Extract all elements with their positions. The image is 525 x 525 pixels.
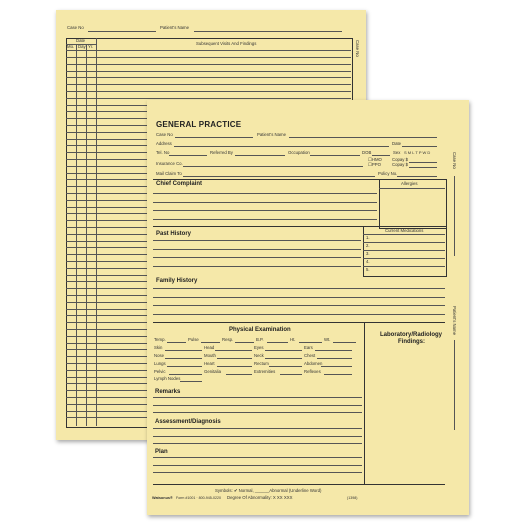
back-visit-row-line[interactable] xyxy=(66,91,351,92)
chief-complaint-line[interactable] xyxy=(153,193,377,194)
exam-field-label: Extremities xyxy=(254,369,276,374)
exam-field-label: Reflexes xyxy=(304,369,321,374)
plan-heading: Plan xyxy=(155,449,168,455)
exam-field-label: Wt. xyxy=(324,337,331,342)
side-patients-name: Patient's Name xyxy=(452,306,457,336)
exam-field-label: Ears xyxy=(304,345,313,350)
exam-field-line[interactable] xyxy=(217,358,252,359)
remarks-line[interactable] xyxy=(153,405,362,406)
exam-field-label: Pelvic xyxy=(154,369,166,374)
back-visit-row-line[interactable] xyxy=(66,64,351,65)
remarks-line[interactable] xyxy=(153,397,362,398)
exam-field-line[interactable] xyxy=(169,374,202,375)
exam-field-label: Neck xyxy=(254,353,264,358)
exam-field-label: Chest xyxy=(304,353,316,358)
family-history-line[interactable] xyxy=(153,305,445,306)
past-history-line[interactable] xyxy=(153,266,361,267)
exam-field-line[interactable] xyxy=(180,381,202,382)
exam-field-label: Temp. xyxy=(154,337,166,342)
date-label: Date xyxy=(392,141,402,146)
sex-label: Sex xyxy=(393,150,401,155)
referred-by-field[interactable] xyxy=(235,155,285,156)
remarks-line[interactable] xyxy=(153,412,362,413)
assessment-line[interactable] xyxy=(153,436,362,437)
exam-field-line[interactable] xyxy=(226,374,252,375)
back-visit-row-line[interactable] xyxy=(66,71,351,72)
referred-by-label: Referred By xyxy=(210,150,233,155)
chief-complaint-line[interactable] xyxy=(153,219,377,220)
exam-field-line[interactable] xyxy=(165,358,202,359)
assessment-heading: Assessment/Diagnosis xyxy=(155,419,221,425)
plan-line[interactable] xyxy=(153,465,362,466)
exam-field-line[interactable] xyxy=(167,342,186,343)
copay-1-field[interactable] xyxy=(409,162,437,163)
back-date-header: Date xyxy=(76,38,86,43)
exam-field-line[interactable] xyxy=(235,342,254,343)
form-code: (1398) xyxy=(347,496,358,500)
exam-field-label: Ht. xyxy=(290,337,296,342)
exam-field-label: Head xyxy=(204,345,215,350)
medication-number: 2. xyxy=(366,243,370,248)
back-col-line xyxy=(86,44,87,426)
form-title: GENERAL PRACTICE xyxy=(156,120,242,129)
family-history-line[interactable] xyxy=(153,288,445,289)
exam-field-label: Heart xyxy=(204,361,215,366)
past-history-line[interactable] xyxy=(153,249,361,250)
exam-field-label: Eyes xyxy=(254,345,264,350)
patients-name-field[interactable] xyxy=(289,137,437,138)
side-patients-name-line xyxy=(454,340,455,430)
back-visit-row-line[interactable] xyxy=(66,57,351,58)
back-case-no-line xyxy=(88,31,156,32)
occupation-field[interactable] xyxy=(310,155,360,156)
back-col-line xyxy=(76,44,77,426)
exam-field-line[interactable] xyxy=(299,342,322,343)
insurance-field[interactable] xyxy=(183,166,363,167)
medication-row-line[interactable] xyxy=(363,250,445,251)
patients-name-label: Patient's Name xyxy=(257,132,287,137)
hmo-checkbox[interactable]: ☐HMO xyxy=(368,157,382,162)
physical-exam-top-rule xyxy=(153,322,445,323)
exam-field-line[interactable] xyxy=(201,342,220,343)
address-field[interactable] xyxy=(174,146,389,147)
tel-no-field[interactable] xyxy=(169,155,207,156)
family-history-line[interactable] xyxy=(153,314,445,315)
marital-status-options[interactable]: S M L T P W D xyxy=(404,150,431,155)
address-label: Address xyxy=(156,141,172,146)
back-day-header: Day xyxy=(78,44,86,49)
insurance-label: Insurance Co. xyxy=(156,161,183,166)
copay-2-field[interactable] xyxy=(409,167,437,168)
assessment-line[interactable] xyxy=(153,428,362,429)
exam-field-line[interactable] xyxy=(333,342,356,343)
exam-field-label: Nose xyxy=(154,353,165,358)
chief-complaint-line[interactable] xyxy=(153,202,377,203)
back-patients-name-label: Patient's Name xyxy=(160,25,190,30)
copay-2-label: Copay $ xyxy=(392,162,409,167)
copay-1-label: Copay $ xyxy=(392,157,409,162)
allergies-label: Allergies xyxy=(401,181,418,186)
date-field[interactable] xyxy=(402,146,437,147)
chief-complaint-heading: Chief Complaint xyxy=(156,181,202,187)
lab-findings-divider xyxy=(364,322,365,484)
case-no-field[interactable] xyxy=(175,137,253,138)
medications-header-line xyxy=(363,234,445,235)
exam-field-label: Genitalia xyxy=(204,369,221,374)
policy-no-label: Policy No. xyxy=(378,171,398,176)
medication-number: 1. xyxy=(366,235,370,240)
medication-number: 3. xyxy=(366,251,370,256)
case-no-label: Case No xyxy=(156,132,173,137)
current-medications-label: Current Medications xyxy=(385,228,424,233)
chief-complaint-line[interactable] xyxy=(153,210,377,211)
brand-logo: Watsonus® xyxy=(152,496,173,500)
exam-field-label: Lymph Nodes xyxy=(154,376,181,381)
back-side-case-no: Case No xyxy=(355,40,360,57)
exam-field-line[interactable] xyxy=(321,366,352,367)
exam-field-line[interactable] xyxy=(167,366,202,367)
form-number: Form #1001 · 800-945-0220 xyxy=(176,496,221,500)
medication-number: 4. xyxy=(366,259,370,264)
past-history-line[interactable] xyxy=(153,257,361,258)
exam-field-line[interactable] xyxy=(269,366,302,367)
exam-field-line[interactable] xyxy=(265,358,302,359)
physical-exam-heading: Physical Examination xyxy=(229,327,291,333)
policy-no-field[interactable] xyxy=(397,176,437,177)
back-header-line xyxy=(66,50,351,51)
tel-no-label: Tel. No xyxy=(156,150,170,155)
front-form-sheet xyxy=(147,100,469,515)
exam-field-label: Skin xyxy=(154,345,163,350)
family-history-heading: Family History xyxy=(156,278,198,284)
medication-row-line[interactable] xyxy=(363,242,445,243)
back-visits-header: Subsequent Visits And Findings xyxy=(196,41,257,46)
allergies-header-line xyxy=(379,188,445,189)
medication-row-line[interactable] xyxy=(363,258,445,259)
side-case-no: Case No xyxy=(452,152,457,169)
ppo-checkbox[interactable]: ☐PPO xyxy=(368,162,381,167)
exam-field-line[interactable] xyxy=(280,374,302,375)
exam-field-line[interactable] xyxy=(215,350,252,351)
plan-line[interactable] xyxy=(153,457,362,458)
back-patients-name-line xyxy=(194,31,342,32)
exam-field-label: Resp. xyxy=(222,337,234,342)
lab-findings-heading-2: Findings: xyxy=(398,339,425,345)
exam-field-label: Lungs xyxy=(154,361,166,366)
back-visit-row-line[interactable] xyxy=(66,98,351,99)
mail-claim-field[interactable] xyxy=(183,176,375,177)
exam-field-label: Abdomen xyxy=(304,361,323,366)
past-history-line[interactable] xyxy=(153,240,361,241)
exam-field-line[interactable] xyxy=(315,350,352,351)
exam-field-label: Pulse xyxy=(188,337,199,342)
exam-field-label: Mouth xyxy=(204,353,216,358)
exam-field-label: B.P. xyxy=(256,337,264,342)
exam-field-line[interactable] xyxy=(324,374,352,375)
dob-label: DOB xyxy=(362,150,372,155)
side-case-no-line xyxy=(454,176,455,256)
back-col-line xyxy=(96,38,97,426)
mail-claim-label: Mail Claim To xyxy=(156,171,182,176)
degree-legend: Degree Of Abnormality: X XX XXX xyxy=(227,495,293,500)
symbols-legend: Symbols: ✔ Normal, ______Abnormal (Underline Word) xyxy=(215,488,322,493)
exam-field-line[interactable] xyxy=(217,366,252,367)
dob-field[interactable] xyxy=(372,155,390,156)
exam-field-line[interactable] xyxy=(317,358,352,359)
back-mo-header: Mo. xyxy=(67,44,75,49)
remarks-heading: Remarks xyxy=(155,389,181,395)
medication-number: 5. xyxy=(366,267,370,272)
exam-field-line[interactable] xyxy=(267,342,288,343)
back-case-no-label: Case No xyxy=(67,25,84,30)
family-history-line[interactable] xyxy=(153,297,445,298)
assessment-line[interactable] xyxy=(153,443,362,444)
past-history-heading: Past History xyxy=(156,231,192,237)
footer-top-rule xyxy=(153,484,445,485)
medication-row-line[interactable] xyxy=(363,266,445,267)
back-header-line xyxy=(66,44,96,45)
exam-field-label: Rectum xyxy=(254,361,269,366)
back-visit-row-line[interactable] xyxy=(66,84,351,85)
back-visit-row-line[interactable] xyxy=(66,77,351,78)
plan-line[interactable] xyxy=(153,472,362,473)
occupation-label: Occupation xyxy=(288,150,310,155)
back-yr-header: Yr. xyxy=(88,44,94,49)
exam-field-line[interactable] xyxy=(265,350,302,351)
allergies-box[interactable] xyxy=(379,179,447,229)
lab-findings-heading-1: Laboratory/Radiology xyxy=(380,332,443,338)
exam-field-line[interactable] xyxy=(165,350,202,351)
